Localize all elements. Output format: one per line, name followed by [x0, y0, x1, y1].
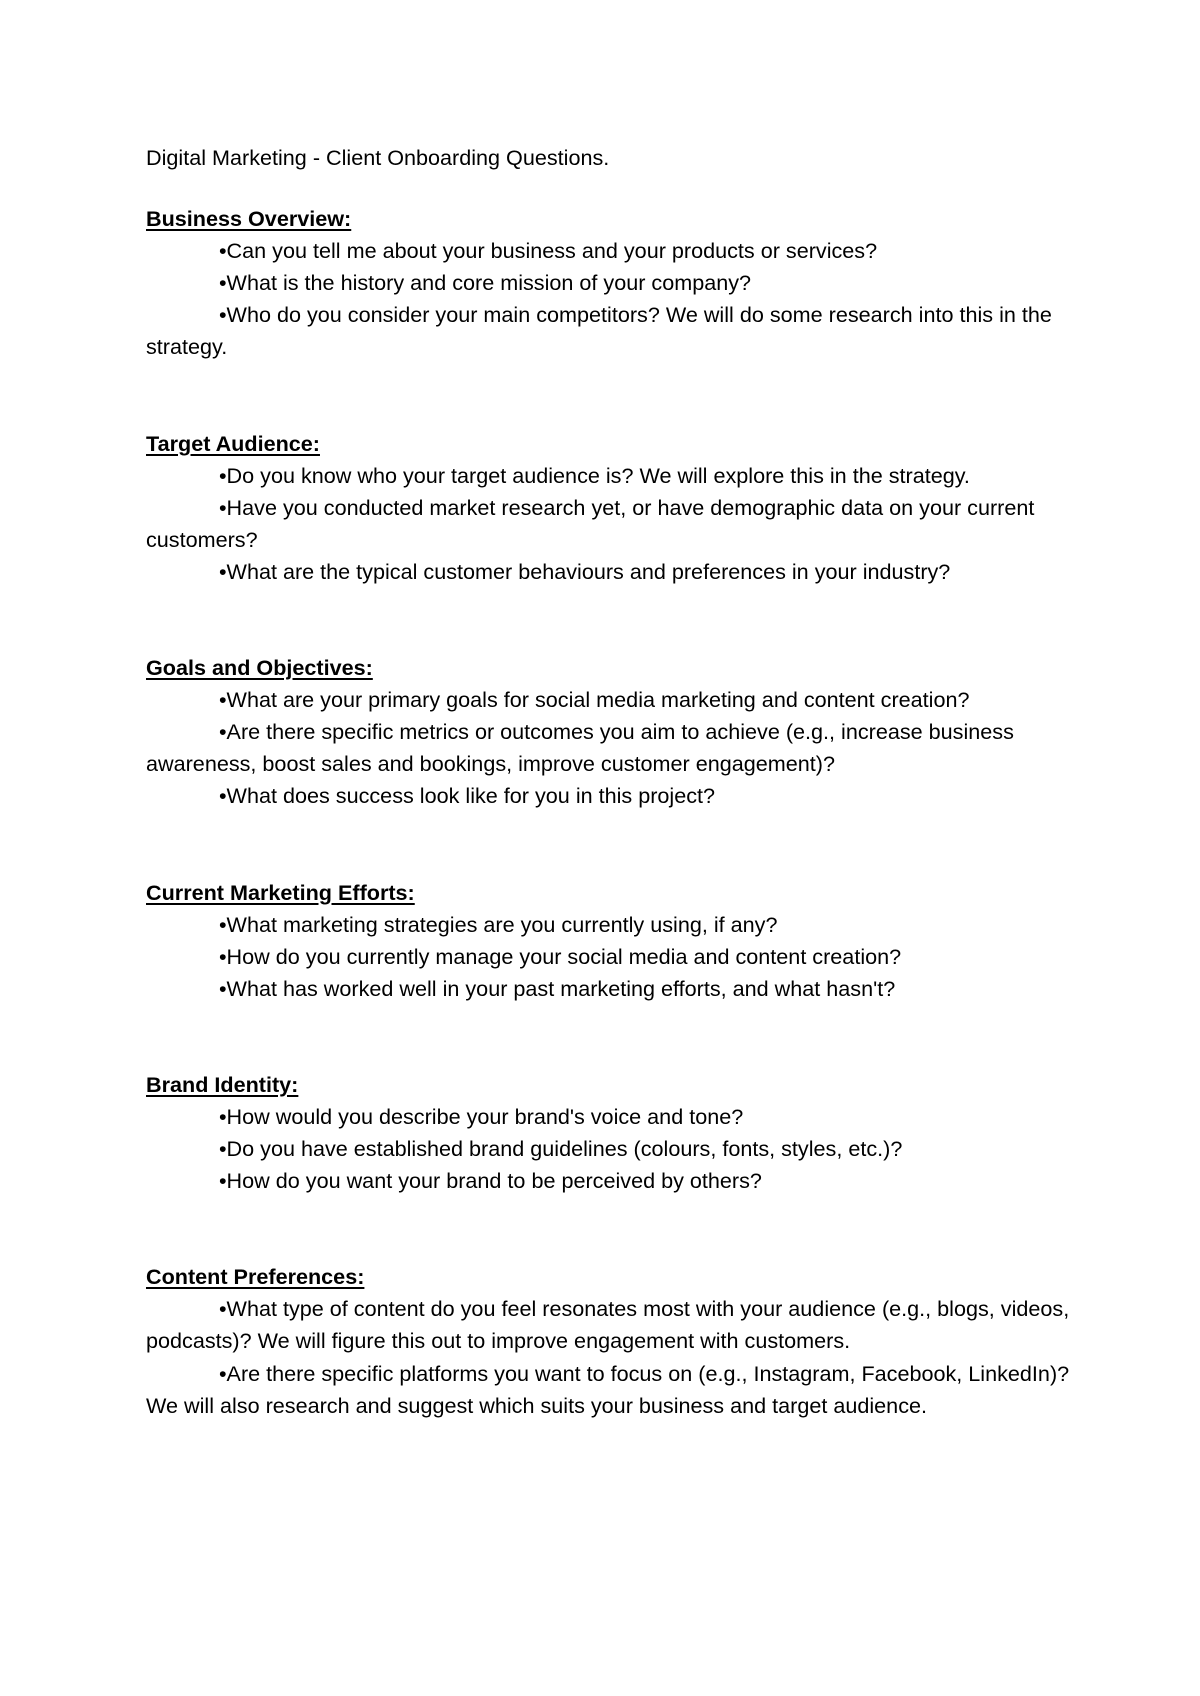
question-item: •How would you describe your brand's voice and tone? [219, 1103, 744, 1129]
question-item: •Who do you consider your main competitors? We will do some research into this in the strategy. [146, 302, 1052, 360]
section-current-marketing-efforts [146, 877, 1076, 1005]
section-target-audience [146, 428, 1076, 588]
question-item: •Can you tell me about your business and your products or services? [219, 238, 878, 264]
section-heading: Target Audience: [146, 430, 320, 456]
question-item: •Are there specific metrics or outcomes you aim to achieve (e.g., increase business awareness, boost sales and bookings, improve customer engagement)? [146, 719, 1014, 777]
question-item: •How do you want your brand to be perceived by others? [219, 1168, 762, 1194]
question-item: •What are your primary goals for social media marketing and content creation? [219, 687, 970, 713]
question-item: •Have you conducted market research yet, or have demographic data on your current customers? [146, 494, 1035, 552]
section-heading: Current Marketing Efforts: [146, 879, 415, 905]
section-heading: Business Overview: [146, 206, 352, 232]
question-item: •What is the history and core mission of your company? [219, 270, 752, 296]
section-content-preferences [146, 1261, 1076, 1421]
question-item: •What has worked well in your past marketing efforts, and what hasn't? [219, 975, 896, 1001]
question-item: •How do you currently manage your social media and content creation? [219, 943, 902, 969]
section-heading: Content Preferences: [146, 1264, 365, 1290]
question-item: •Do you have established brand guidelines (colours, fonts, styles, etc.)? [219, 1136, 903, 1162]
question-item: •What does success look like for you in this project? [219, 783, 716, 809]
question-item: •Do you know who your target audience is? We will explore this in the strategy. [219, 462, 970, 488]
question-item: •What type of content do you feel resonates most with your audience (e.g., blogs, videos, podcasts)? We will figure this out to improve engagement with customers. [146, 1296, 1070, 1354]
question-item: •What marketing strategies are you currently using, if any? [219, 911, 778, 937]
section-brand-identity [146, 1069, 1076, 1197]
section-heading: Brand Identity: [146, 1071, 299, 1097]
question-item: •What are the typical customer behaviours and preferences in your industry? [219, 558, 951, 584]
section-heading: Goals and Objectives: [146, 655, 373, 681]
document-title: Digital Marketing - Client Onboarding Questions. [146, 145, 610, 170]
document-page [146, 142, 1076, 1486]
question-item: •Are there specific platforms you want to focus on (e.g., Instagram, Facebook, LinkedIn)? We will also research and suggest which suits your business and target audience. [146, 1360, 1070, 1418]
section-goals-and-objectives [146, 652, 1076, 812]
section-business-overview [146, 203, 1076, 363]
